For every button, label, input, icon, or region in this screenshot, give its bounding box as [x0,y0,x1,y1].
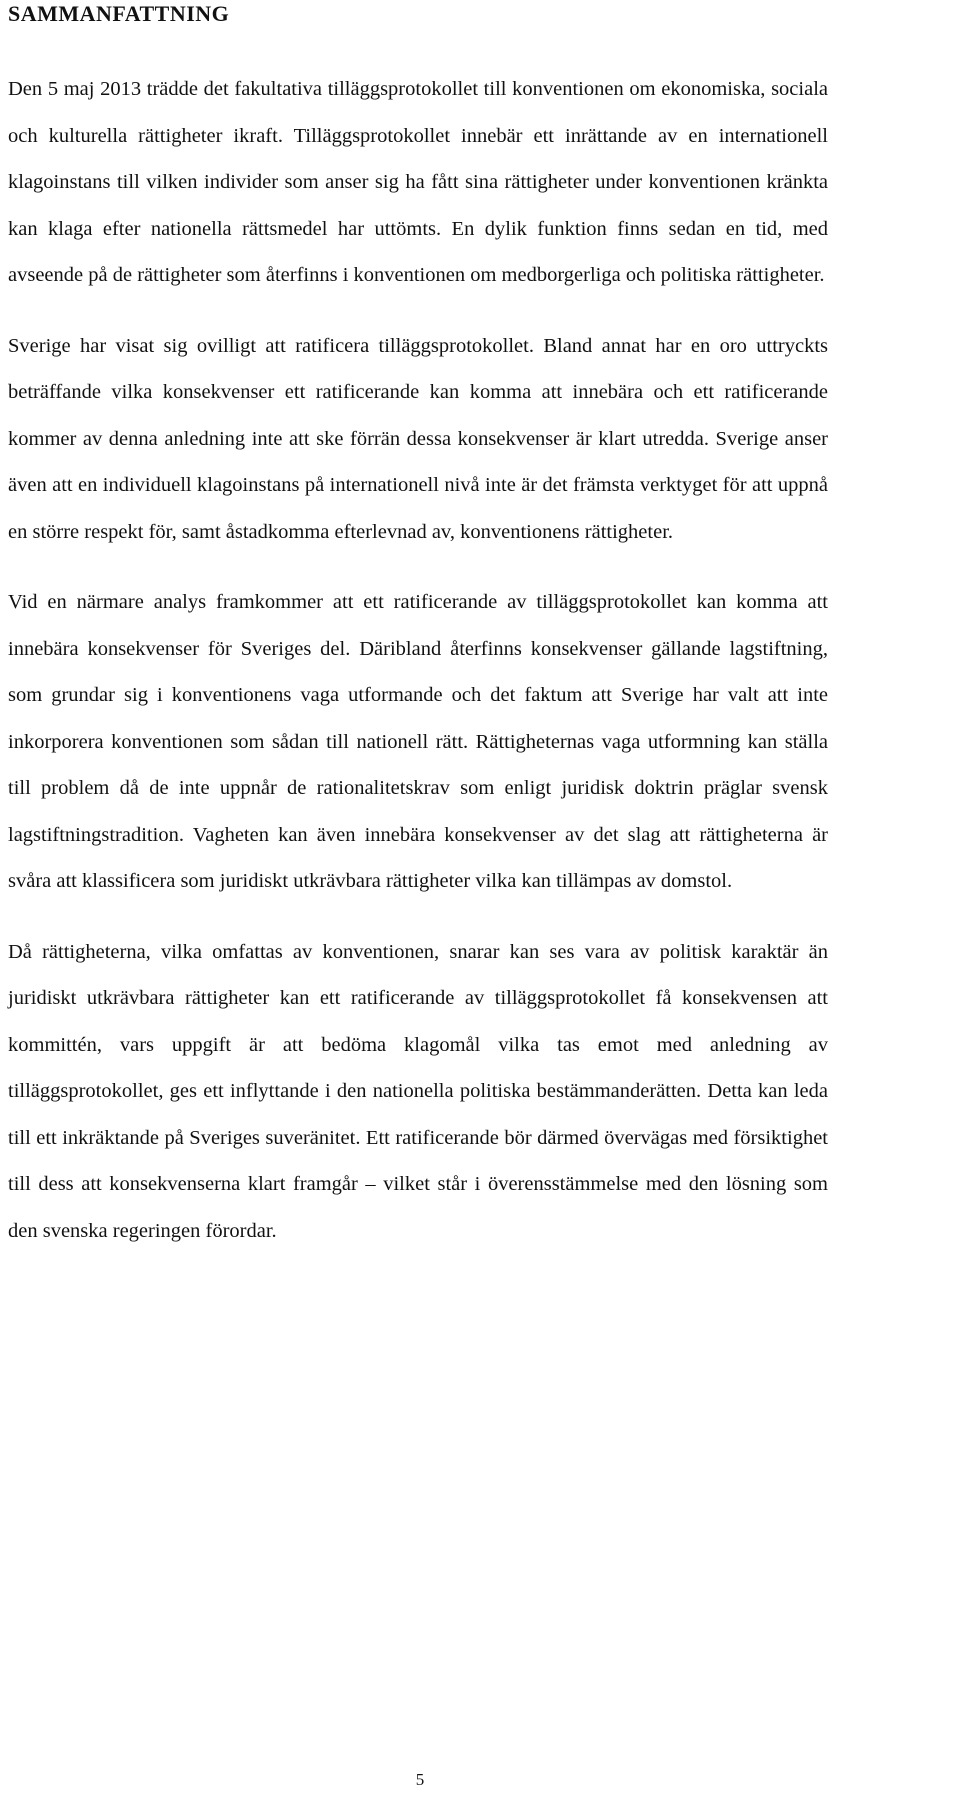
paragraph-4: Då rättigheterna, vilka omfattas av konventionen, snarar kan ses vara av politisk karaktär än juridiskt utkrävbara rättigheter kan ett ratificerande av tilläggsprotokollet få konsekvensen att kommittén, vars uppgift är att bedöma klagomål vilka tas emot med anledning av tilläggsprotokollet, ges ett inflyttande i den nationella politiska bestämmanderätten. Detta kan leda till ett inkräktande på Sveriges suveränitet. Ett ratificerande bör därmed övervägas med försiktighet till dess att konsekvenserna klart framgår – vilket står i överensstämmelse med den lösning som den svenska regeringen förordar. [8,940,828,1242]
document-page [8,0,828,1254]
paragraph-1: Den 5 maj 2013 trädde det fakultativa tilläggsprotokollet till konventionen om ekonomiska, sociala och kulturella rättigheter ikraft. Tilläggsprotokollet innebär ett inrättande av en internationell klagoinstans till vilken individer som anser sig ha fått sina rättigheter under konventionen kränkta kan klaga efter nationella rättsmedel har uttömts. En dylik funktion finns sedan en tid, med avseende på de rättigheter som återfinns i konventionen om medborgerliga och politiska rättigheter. [8,78,828,286]
paragraph-3: Vid en närmare analys framkommer att ett ratificerande av tilläggsprotokollet kan komma att innebära konsekvenser för Sveriges del. Däribland återfinns konsekvenser gällande lagstiftning, som grundar sig i konventionens vaga utformande och det faktum att Sverige har valt att inte inkorporera konventionen som sådan till nationell rätt. Rättigheternas vaga utformning kan ställa till problem då de inte uppnår de rationalitetskrav som enligt juridisk doktrin präglar svensk lagstiftningstradition. Vagheten kan även innebära konsekvenser av det slag att rättigheterna är svåra att klassificera som juridiskt utkrävbara rättigheter vilka kan tillämpas av domstol. [8,591,828,892]
page-number: 5 [415,1770,425,1789]
paragraph-2: Sverige har visat sig ovilligt att ratificera tilläggsprotokollet. Bland annat har en oro uttryckts beträffande vilka konsekvenser ett ratificerande kan komma att innebära och ett ratificerande kommer av denna anledning inte att ske förrän dessa konsekvenser är klart utredda. Sverige anser även att en individuell klagoinstans på internationell nivå inte är det främsta verktyget för att uppnå en större respekt för, samt åstadkomma efterlevnad av, konventionens rättigheter. [8,334,828,543]
section-heading: SAMMANFATTNING [8,1,230,26]
